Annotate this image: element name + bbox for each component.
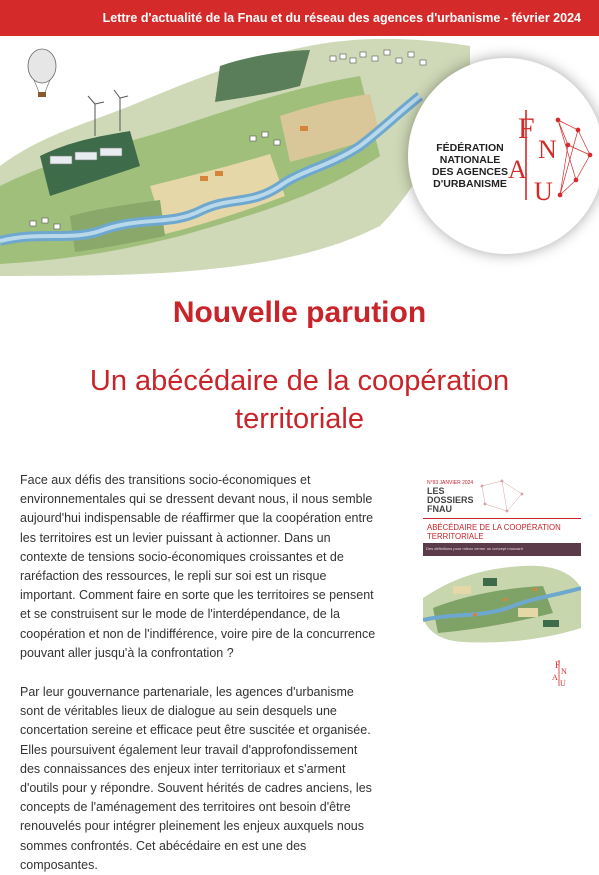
cover-title: ABÉCÉDAIRE DE LA COOPÉRATION TERRITORIALE (427, 523, 561, 541)
logo-line-4: D'URBANISME (433, 178, 507, 190)
svg-text:N: N (538, 135, 557, 164)
newsletter-banner (0, 0, 599, 36)
section-kicker: Nouvelle parution (172, 296, 427, 329)
cover-subtitle-band (423, 543, 581, 556)
cover-fnau-logo-icon (549, 658, 575, 688)
svg-text:U: U (560, 679, 566, 688)
title-line-2: territoriale (235, 403, 364, 435)
cover-subtitle: Des définitions pour mieux cerner un concept mouvant (426, 546, 523, 551)
body-paragraph-2: Par leur gouvernance partenariale, les agences d'urbanisme sont de véritables lieux de dialogue au sein desquels une concertation sereine et efficace peut être suscitée et organisée. Elles poursuivent également leur travail d'approfondissement des connaissances des enjeux inter territoriaux et s'arment d'outils pour y répondre. Souvent hérités de cadres anciens, les concepts de l'aménagement des territoires ont besoin d'être renouvelés pour intégrer pleinement les enjeux auxquels nous sommes confrontés. Cet abécédaire en est une des composantes. (20, 685, 372, 872)
banner-text: Lettre d'actualité de la Fnau et du réseau des agences d'urbanisme - février 2024 (102, 11, 581, 25)
svg-text:F: F (555, 660, 561, 670)
logo-line-3: DES AGENCES (431, 166, 509, 178)
cover-network-icon (477, 476, 527, 516)
logo-line-2: NATIONALE (439, 154, 501, 166)
cover-landscape-illustration (423, 558, 581, 644)
logo-line-1: FÉDÉRATION (436, 142, 504, 154)
article-title (20, 362, 579, 438)
svg-text:A: A (508, 155, 527, 184)
cover-date: N°93 JANVIER 2024 (427, 480, 474, 486)
svg-text:N: N (561, 667, 567, 676)
svg-text:A: A (552, 673, 558, 682)
body-paragraph-1: Face aux défis des transitions socio-économiques et environnementales qui se dressent devant nous, il nous semble aujourd'hui indispensable de réaffirmer que la coopération entre les territoires est un levier puissant à actionner. Dans un contexte de tensions socio-économiques croissantes et de raréfaction des ressources, le repli sur soi est un risque important. Comment faire en sorte que les territoires se pensent et se construisent sur le mode de l'interdépendance, de la coopération et non de l'indifférence, voire pire de la concurrence pouvant aller jusqu'à la confrontation ? (20, 473, 376, 660)
svg-text:U: U (534, 177, 553, 206)
cover-series: LES DOSSIERS FNAU (427, 486, 474, 514)
publication-cover[interactable] (399, 470, 582, 700)
title-line-1: Un abécédaire de la coopération (89, 365, 510, 397)
svg-text:F: F (518, 112, 535, 145)
fnau-monogram-icon (478, 100, 598, 210)
cover-rule (423, 518, 581, 519)
